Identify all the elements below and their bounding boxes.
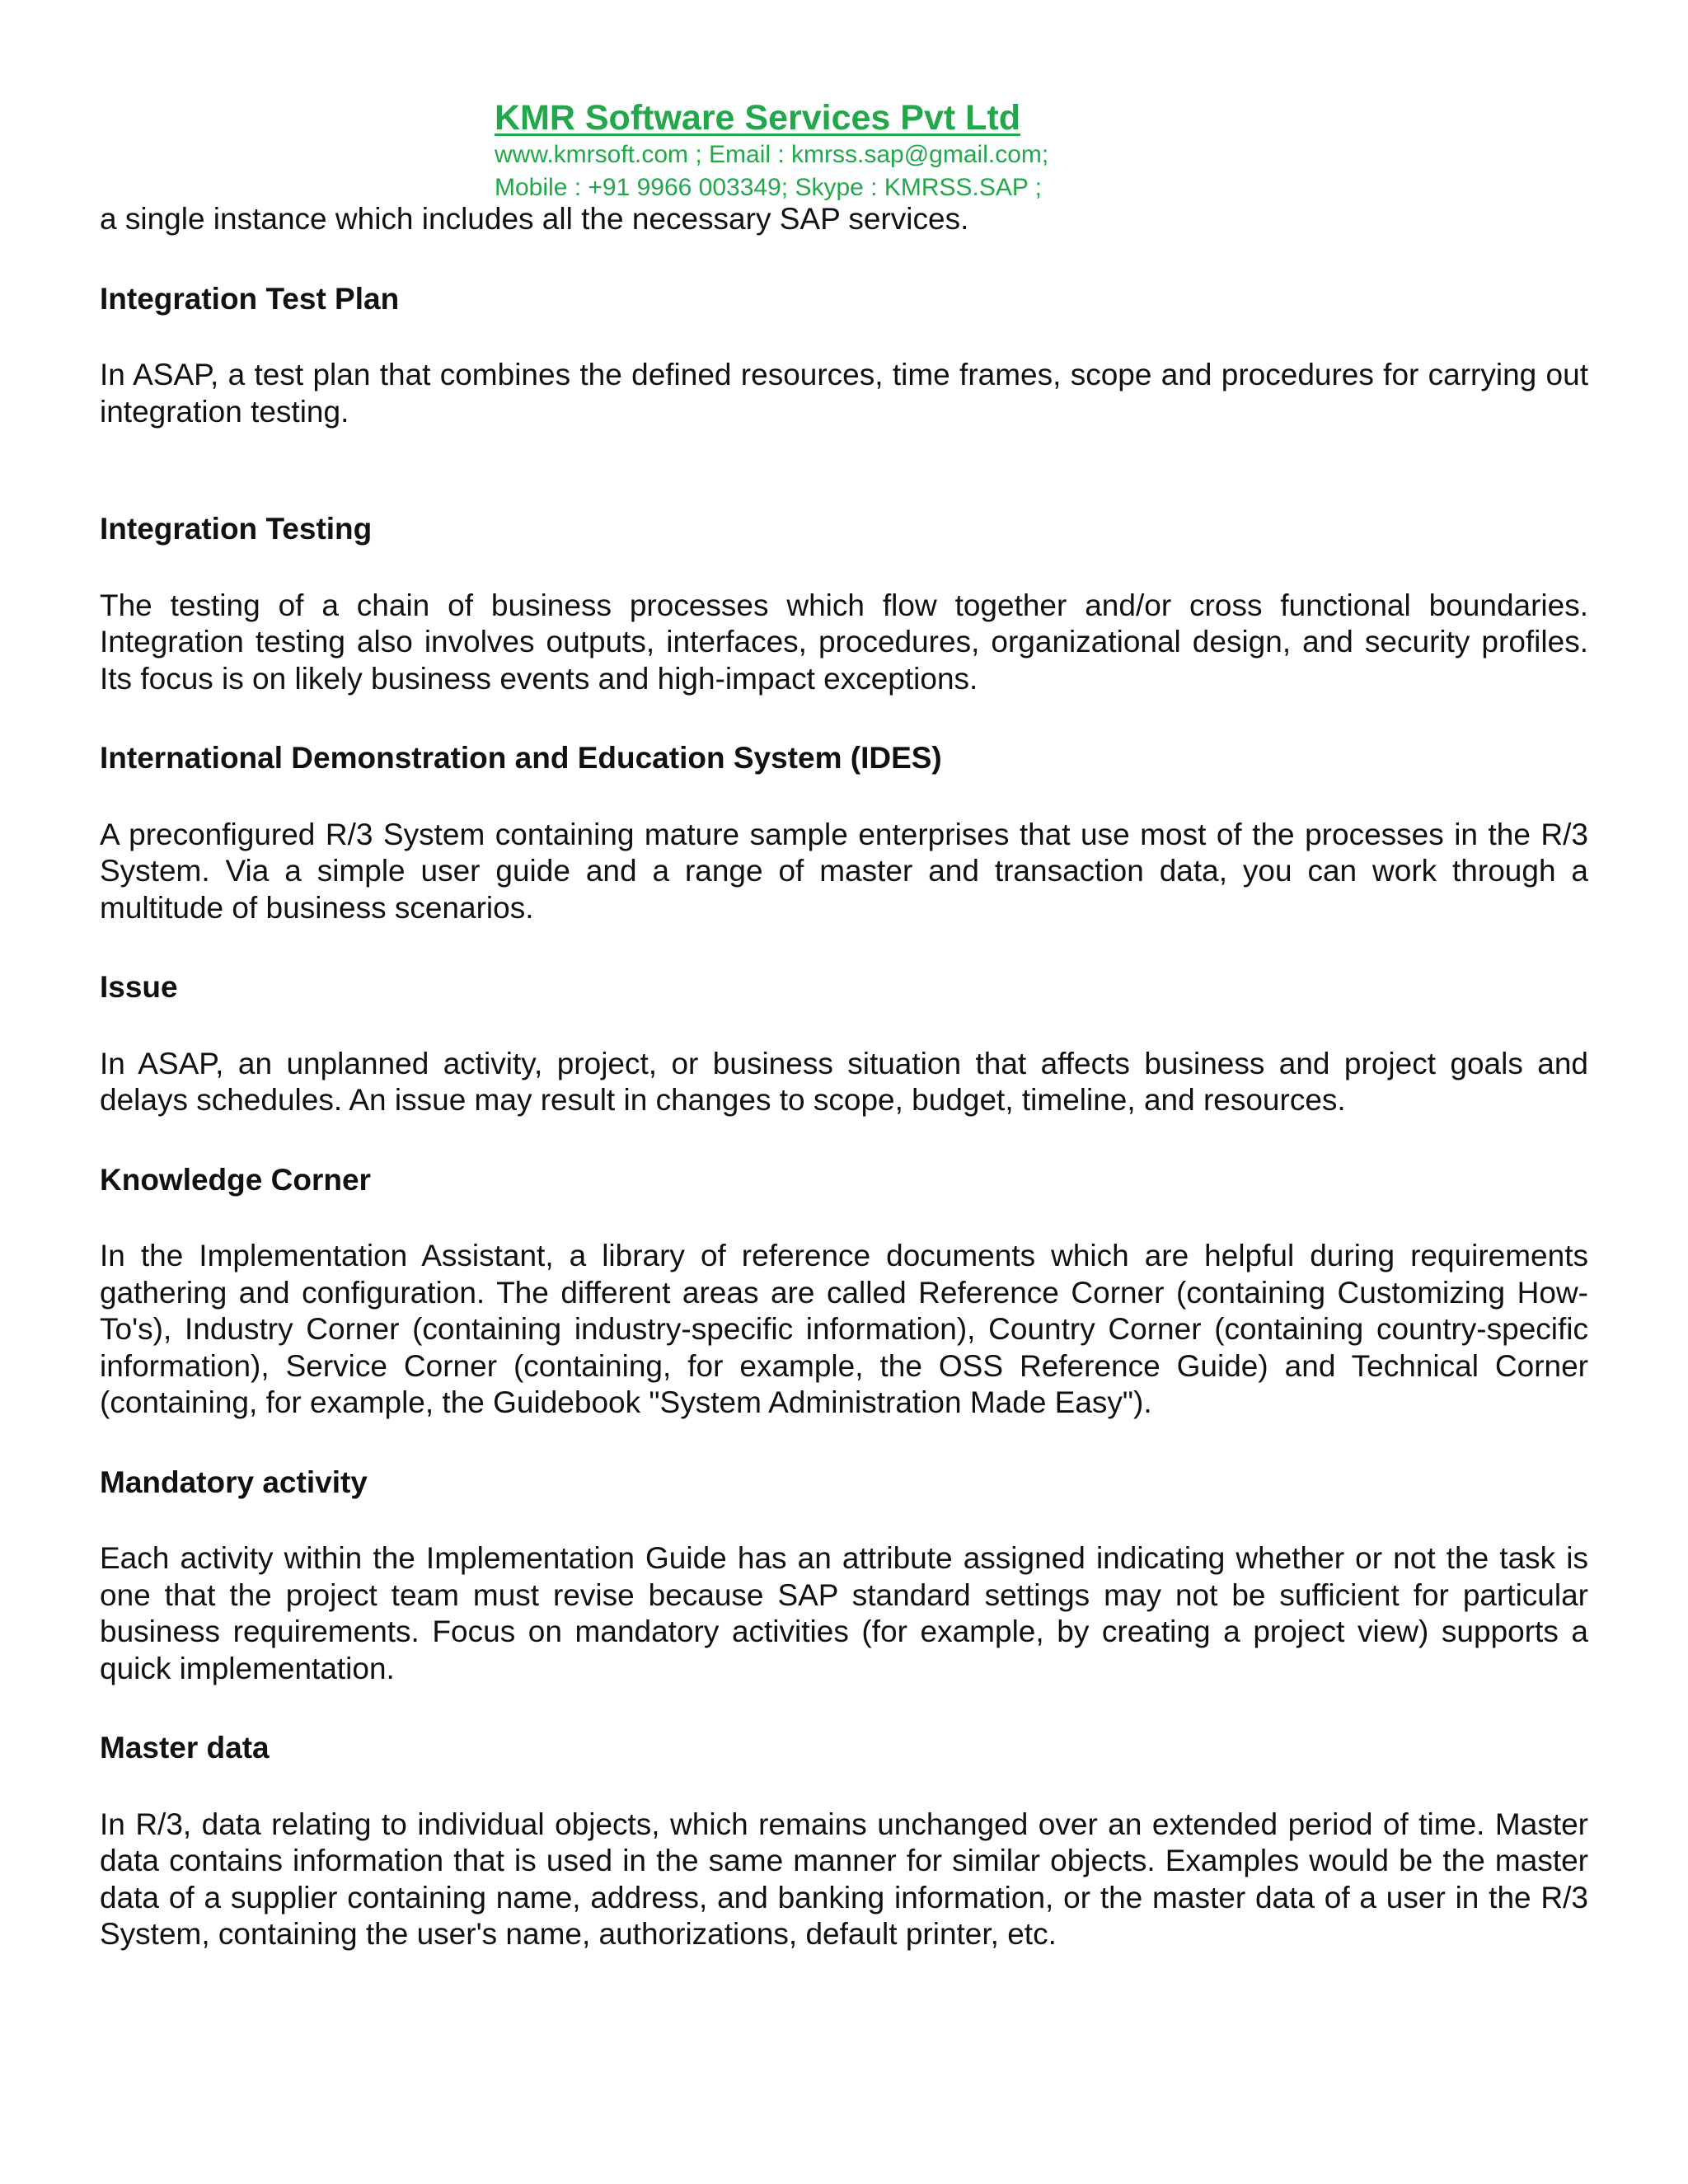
contact-web-email: www.kmrsoft.com ; Email : kmrss.sap@gmail.com; <box>495 141 1049 168</box>
term-definition: Each activity within the Implementation Guide has an attribute assigned indicating whether or not the task is one that the project team must revise because SAP standard settings may not be sufficient for particular business requirements. Focus on mandatory activities (for example, by creating a project view) supports a quick implementation. <box>100 1541 1588 1685</box>
term-definition: A preconfigured R/3 System containing mature sample enterprises that use most of the processes in the R/3 System. Via a simple user guide and a range of master and transaction data, you can work through a multitude of business scenarios. <box>100 817 1588 925</box>
term-definition: In the Implementation Assistant, a library of reference documents which are helpful during requirements gathering and configuration. The different areas are called Reference Corner (containing Customizing How-To's), Industry Corner (containing industry-specific information), Country Corner (containing country-specific information), Service Corner (containing, for example, the OSS Reference Guide) and Technical Corner (containing, for example, the Guidebook "System Administration Made Easy"). <box>100 1239 1588 1419</box>
company-name: KMR Software Services Pvt Ltd <box>495 98 1021 138</box>
letterhead <box>495 97 1236 204</box>
term-definition: The testing of a chain of business processes which flow together and/or cross functional boundaries. Integration testing also involves outputs, interfaces, procedures, organizational design, and security profiles. Its focus is on likely business events and high-impact exceptions. <box>100 588 1588 696</box>
contact-phone-skype: Mobile : +91 9966 003349; Skype : KMRSS.SAP ; <box>495 174 1043 201</box>
term-heading: International Demonstration and Education System (IDES) <box>100 741 942 775</box>
term-heading: Integration Testing <box>100 512 373 546</box>
term-heading: Knowledge Corner <box>100 1162 371 1197</box>
intro-fragment: a single instance which includes all the necessary SAP services. <box>100 202 969 236</box>
term-heading: Issue <box>100 970 178 1004</box>
term-heading: Mandatory activity <box>100 1465 368 1499</box>
glossary-content <box>100 201 1588 1953</box>
term-heading: Integration Test Plan <box>100 281 400 316</box>
term-definition: In ASAP, an unplanned activity, project, or business situation that affects business and project goals and delays schedules. An issue may result in changes to scope, budget, timeline, and resources. <box>100 1046 1588 1117</box>
term-definition: In ASAP, a test plan that combines the defined resources, time frames, scope and procedures for carrying out integration testing. <box>100 358 1588 429</box>
term-heading: Master data <box>100 1731 270 1765</box>
term-definition: In R/3, data relating to individual objects, which remains unchanged over an extended period of time. Master data contains information that is used in the same manner for similar objects. Examples would be the master data of a supplier containing name, address, and banking information, or the master data of a user in the R/3 System, containing the user's name, authorizations, default printer, etc. <box>100 1807 1588 1951</box>
